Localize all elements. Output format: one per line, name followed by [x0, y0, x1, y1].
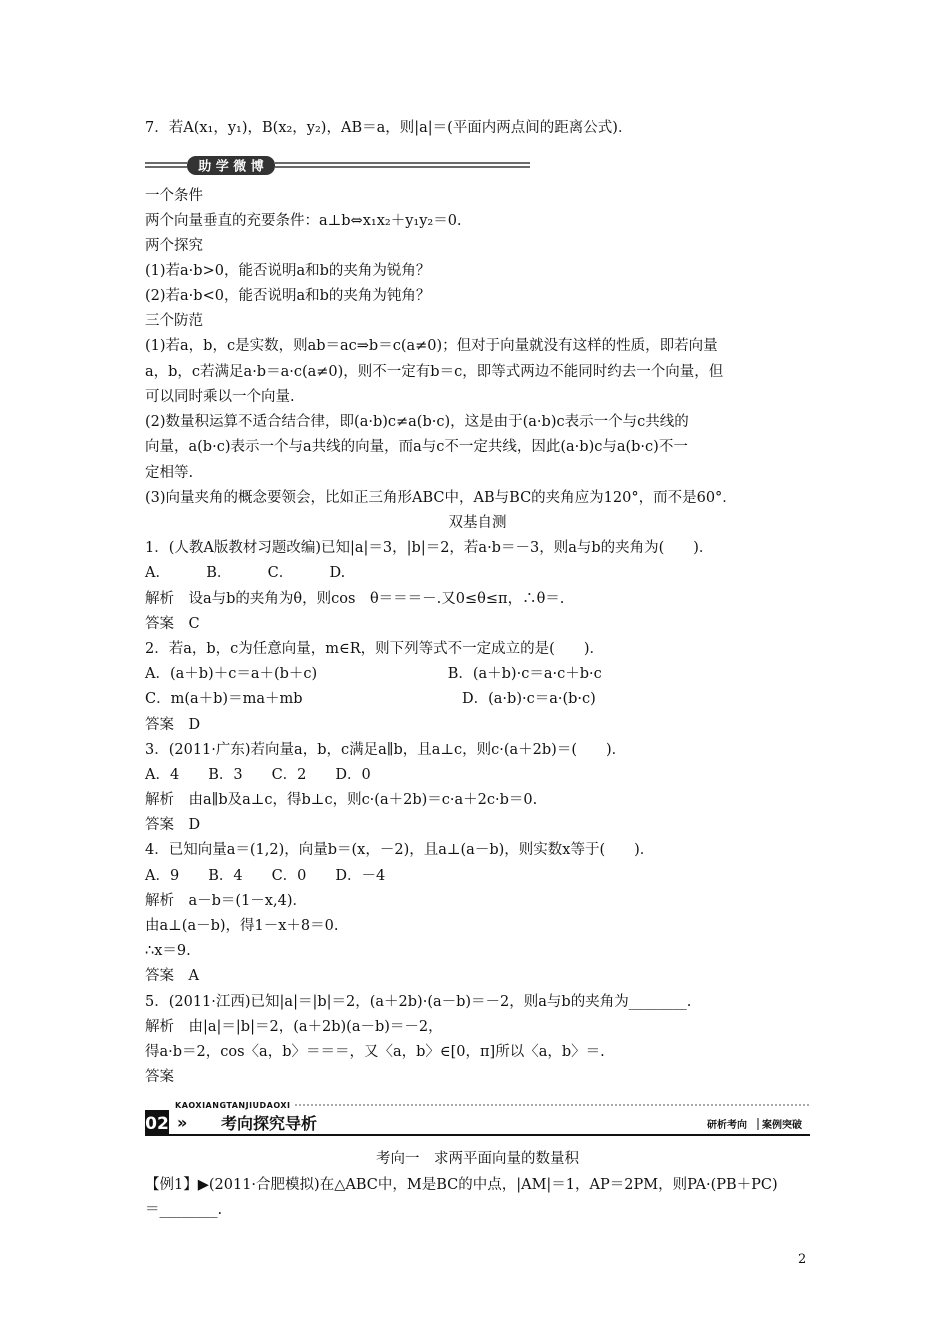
text-line: 两个向量垂直的充要条件：a⊥b⇔x₁x₂＋y₁y₂＝0.	[145, 213, 462, 229]
text-line: (1)若a·b>0，能否说明a和b的夹角为锐角？	[145, 263, 431, 279]
subsection-heading: 考向一 求两平面向量的数量积	[376, 1151, 579, 1167]
text-line: 由a⊥(a－b)，得1－x＋8＝0.	[145, 918, 339, 934]
text-line: A．4 B．3 C．2 D．0	[145, 767, 371, 783]
text-line: 答案 D	[145, 817, 201, 833]
text-line: 答案 A	[145, 968, 199, 984]
text-line: 2．若a，b，c为任意向量，m∈R，则下列等式不一定成立的是( )．	[145, 641, 604, 657]
text-line: 4．已知向量a＝(1,2)，向量b＝(x，－2)，且a⊥(a－b)，则实数x等于( )．	[145, 842, 655, 858]
double-chevron-icon: »	[177, 1113, 188, 1132]
text-line: 解析 由a∥b及a⊥c，得b⊥c，则c·(a＋2b)＝c·a＋2c·b＝0.	[145, 792, 538, 808]
text-line: A．9 B．4 C．0 D．－4	[145, 868, 386, 884]
text-line: 解析 a－b＝(1－x,4)．	[145, 893, 307, 909]
section-pinyin: KAOXIANGTANJIUDAOXI	[175, 1101, 291, 1110]
text-line: 答案	[145, 1069, 174, 1085]
text-line: 解析 设a与b的夹角为θ，则cos θ＝＝＝－.又0≤θ≤π，∴θ＝.	[145, 591, 565, 607]
text-line: C．m(a＋b)＝ma＋mb D．(a·b)·c＝a·(b·c)	[145, 691, 596, 707]
text-line: 解析 由|a|＝|b|＝2，(a＋2b)(a－b)＝－2，	[145, 1019, 443, 1035]
text-line: 1．(人教A版教材习题改编)已知|a|＝3，|b|＝2，若a·b＝－3，则a与b的夹角为( )．	[145, 540, 714, 556]
text-line: 【例1】▶(2011·合肥模拟)在△ABC中，M是BC的中点，|AM|＝1，AP＝2PM，则PA·(PB＋PC)	[145, 1177, 778, 1193]
text-line: (3)向量夹角的概念要领会，比如正三角形ABC中，AB与BC的夹角应为120°，而不是60°．	[145, 490, 737, 506]
section-title: 考向探究导析	[221, 1114, 318, 1133]
text-line: 一个条件	[145, 188, 203, 204]
text-line: ＝________.	[145, 1202, 223, 1218]
text-line: a，b，c若满足a·b＝a·c(a≠0)，则不一定有b＝c，即等式两边不能同时约去一个向量，但	[145, 364, 724, 380]
text-line: (1)若a，b，c是实数，则ab＝ac⇒b＝c(a≠0)；但对于向量就没有这样的性质，即若向量	[145, 338, 718, 354]
banner-right-label-b: 案例突破	[762, 1120, 802, 1131]
text-line: ∴x＝9.	[145, 943, 191, 959]
text-line: 7．若A(x₁，y₁)，B(x₂，y₂)，AB＝a，则|a|＝(平面内两点间的距离公式)．	[145, 120, 633, 136]
section-number: 02	[145, 1114, 169, 1134]
text-line: 3．(2011·广东)若向量a，b，c满足a∥b，且a⊥c，则c·(a＋2b)＝( )．	[145, 742, 627, 758]
text-line: 向量，a(b·c)表示一个与a共线的向量，而a与c不一定共线，因此(a·b)c与a(b·c)不一	[145, 439, 688, 455]
text-line: A． B． C． D.	[145, 565, 346, 581]
text-line: 定相等.	[145, 465, 194, 481]
text-line: 得a·b＝2，cos〈a，b〉＝＝＝，又〈a，b〉∈[0，π]所以〈a，b〉＝.	[145, 1044, 605, 1060]
text-line: 答案 C	[145, 616, 200, 632]
text-line: (2)若a·b<0，能否说明a和b的夹角为钝角？	[145, 288, 431, 304]
page-number: 2	[798, 1252, 807, 1267]
text-line: (2)数量积运算不适合结合律，即(a·b)c≠a(b·c)，这是由于(a·b)c表示一个与c共线的	[145, 414, 689, 430]
section-heading: 双基自测	[448, 515, 507, 531]
text-line: A．(a＋b)＋c＝a＋(b＋c) B．(a＋b)·c＝a·c＋b·c	[145, 666, 602, 682]
text-line: 两个探究	[145, 238, 203, 254]
zhu-xue-wei-bo-banner	[145, 155, 530, 177]
text-line: 可以同时乘以一个向量.	[145, 389, 295, 405]
text-line: 答案 D	[145, 717, 201, 733]
text-line: 三个防范	[145, 313, 203, 329]
kao-xiang-tan-jiu-banner	[145, 1098, 810, 1138]
banner-right-label-a: 研析考向	[707, 1120, 747, 1131]
text-line: 5．(2011·江西)已知|a|＝|b|＝2，(a＋2b)·(a－b)＝－2，则a与b的夹角为________.	[145, 994, 692, 1010]
banner-title: 助 学 微 博	[198, 159, 264, 175]
